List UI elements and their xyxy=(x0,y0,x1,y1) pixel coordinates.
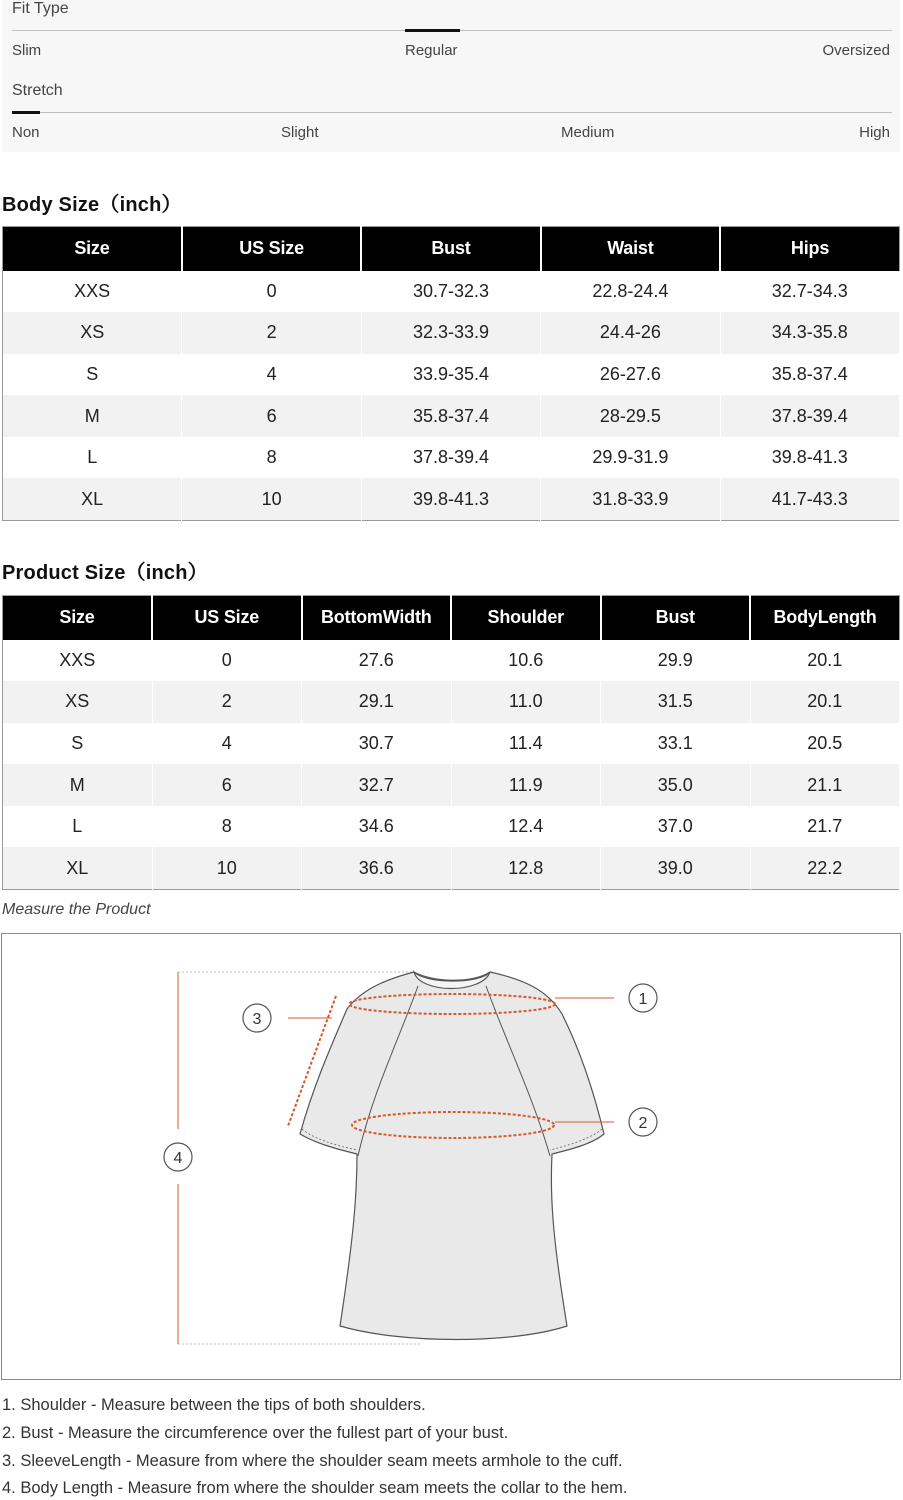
cell: 37.8-39.4 xyxy=(720,395,899,437)
cell: S xyxy=(3,723,153,765)
cell: 31.5 xyxy=(601,681,751,723)
cell: 39.0 xyxy=(601,847,751,889)
table-row xyxy=(3,764,900,806)
table-row xyxy=(3,681,900,723)
marker-4 xyxy=(164,1143,192,1171)
cell: 32.7-34.3 xyxy=(720,271,899,313)
stretch-indicator xyxy=(12,111,40,114)
product-size-table xyxy=(2,595,900,890)
cell: 6 xyxy=(152,764,302,806)
tshirt-shape xyxy=(300,972,604,1340)
cell: XXS xyxy=(3,640,153,682)
table-row xyxy=(3,847,900,889)
cell: 33.9-35.4 xyxy=(361,354,540,396)
cell: 8 xyxy=(152,806,302,848)
stretch-option-non: Non xyxy=(12,124,40,141)
marker-1-label: 1 xyxy=(638,991,648,1008)
cell: M xyxy=(3,395,182,437)
fit-option-oversized: Oversized xyxy=(822,42,890,59)
header-shoulder: Shoulder xyxy=(451,596,601,640)
cell: 34.6 xyxy=(302,806,452,848)
cell: 29.9 xyxy=(601,640,751,682)
stretch-option-medium: Medium xyxy=(561,124,615,141)
cell: 4 xyxy=(182,354,361,396)
header-hips: Hips xyxy=(720,227,899,271)
cell: 34.3-35.8 xyxy=(720,312,899,354)
cell: 6 xyxy=(182,395,361,437)
header-body-length: BodyLength xyxy=(750,596,900,640)
fit-panel xyxy=(2,0,900,152)
note-shoulder: 1. Shoulder - Measure between the tips of both shoulders. xyxy=(2,1396,426,1414)
cell: 11.9 xyxy=(451,764,601,806)
cell: 39.8-41.3 xyxy=(720,437,899,479)
header-bust: Bust xyxy=(361,227,540,271)
cell: 35.8-37.4 xyxy=(720,354,899,396)
cell: 21.7 xyxy=(750,806,900,848)
cell: XL xyxy=(3,847,153,889)
cell: 8 xyxy=(182,437,361,479)
cell: 29.9-31.9 xyxy=(541,437,720,479)
table-row xyxy=(3,271,900,313)
body-size-table xyxy=(2,226,900,521)
table-row xyxy=(3,395,900,437)
measurement-notes xyxy=(2,1394,900,1500)
cell: L xyxy=(3,437,182,479)
cell: 2 xyxy=(152,681,302,723)
cell: 22.2 xyxy=(750,847,900,889)
measure-caption: Measure the Product xyxy=(2,901,151,918)
table-row xyxy=(3,478,900,520)
fit-option-slim: Slim xyxy=(12,42,42,59)
marker-2-label: 2 xyxy=(638,1115,648,1132)
cell: XS xyxy=(3,681,153,723)
cell: 28-29.5 xyxy=(541,395,720,437)
cell: 11.0 xyxy=(451,681,601,723)
cell: 22.8-24.4 xyxy=(541,271,720,313)
cell: 0 xyxy=(152,640,302,682)
cell: 20.1 xyxy=(750,681,900,723)
cell: 10 xyxy=(152,847,302,889)
marker-2 xyxy=(629,1108,657,1136)
cell: 36.6 xyxy=(302,847,452,889)
fit-option-regular: Regular xyxy=(405,42,458,59)
cell: 12.4 xyxy=(451,806,601,848)
cell: 35.8-37.4 xyxy=(361,395,540,437)
stretch-option-high: High xyxy=(859,124,890,141)
stretch-track xyxy=(12,112,892,113)
cell: 32.7 xyxy=(302,764,452,806)
cell: 20.5 xyxy=(750,723,900,765)
marker-3-label: 3 xyxy=(252,1011,262,1028)
cell: 39.8-41.3 xyxy=(361,478,540,520)
table-row xyxy=(3,723,900,765)
header-waist: Waist xyxy=(541,227,720,271)
header-us-size: US Size xyxy=(152,596,302,640)
table-row xyxy=(3,806,900,848)
cell: XXS xyxy=(3,271,182,313)
marker-3 xyxy=(243,1004,271,1032)
marker-4-label: 4 xyxy=(173,1150,183,1167)
cell: 27.6 xyxy=(302,640,452,682)
cell: S xyxy=(3,354,182,396)
cell: 35.0 xyxy=(601,764,751,806)
body-size-title: Body Size（inch） xyxy=(2,194,182,216)
cell: 30.7-32.3 xyxy=(361,271,540,313)
cell: 10 xyxy=(182,478,361,520)
cell: 31.8-33.9 xyxy=(541,478,720,520)
cell: 24.4-26 xyxy=(541,312,720,354)
table-header-row xyxy=(3,596,900,640)
table-row xyxy=(3,354,900,396)
cell: 41.7-43.3 xyxy=(720,478,899,520)
cell: 30.7 xyxy=(302,723,452,765)
header-bottom-width: BottomWidth xyxy=(302,596,452,640)
cell: XS xyxy=(3,312,182,354)
marker-1 xyxy=(629,984,657,1012)
garment-illustration xyxy=(2,934,902,1381)
table-row xyxy=(3,640,900,682)
cell: 26-27.6 xyxy=(541,354,720,396)
table-header-row xyxy=(3,227,900,271)
note-body-length: 4. Body Length - Measure from where the shoulder seam meets the collar to the hem. xyxy=(2,1479,628,1498)
cell: 37.0 xyxy=(601,806,751,848)
cell: 12.8 xyxy=(451,847,601,889)
cell: 4 xyxy=(152,723,302,765)
cell: 33.1 xyxy=(601,723,751,765)
cell: 10.6 xyxy=(451,640,601,682)
cell: 21.1 xyxy=(750,764,900,806)
header-size: Size xyxy=(3,596,153,640)
header-us-size: US Size xyxy=(182,227,361,271)
cell: 2 xyxy=(182,312,361,354)
note-sleeve-length: 3. SleeveLength - Measure from where the shoulder seam meets armhole to the cuff. xyxy=(2,1451,623,1470)
product-size-title: Product Size（inch） xyxy=(2,562,208,584)
table-row xyxy=(3,312,900,354)
cell: 29.1 xyxy=(302,681,452,723)
cell: 32.3-33.9 xyxy=(361,312,540,354)
cell: 20.1 xyxy=(750,640,900,682)
cell: 0 xyxy=(182,271,361,313)
header-size: Size xyxy=(3,227,182,271)
fit-type-indicator xyxy=(405,29,460,32)
cell: M xyxy=(3,764,153,806)
measure-diagram xyxy=(1,933,901,1380)
fit-type-label: Fit Type xyxy=(12,0,69,17)
note-bust: 2. Bust - Measure the circumference over the fullest part of your bust. xyxy=(2,1423,509,1442)
cell: XL xyxy=(3,478,182,520)
header-bust: Bust xyxy=(601,596,751,640)
table-row xyxy=(3,437,900,479)
cell: 11.4 xyxy=(451,723,601,765)
stretch-option-slight: Slight xyxy=(281,124,319,141)
cell: L xyxy=(3,806,153,848)
stretch-label: Stretch xyxy=(12,82,63,99)
cell: 37.8-39.4 xyxy=(361,437,540,479)
